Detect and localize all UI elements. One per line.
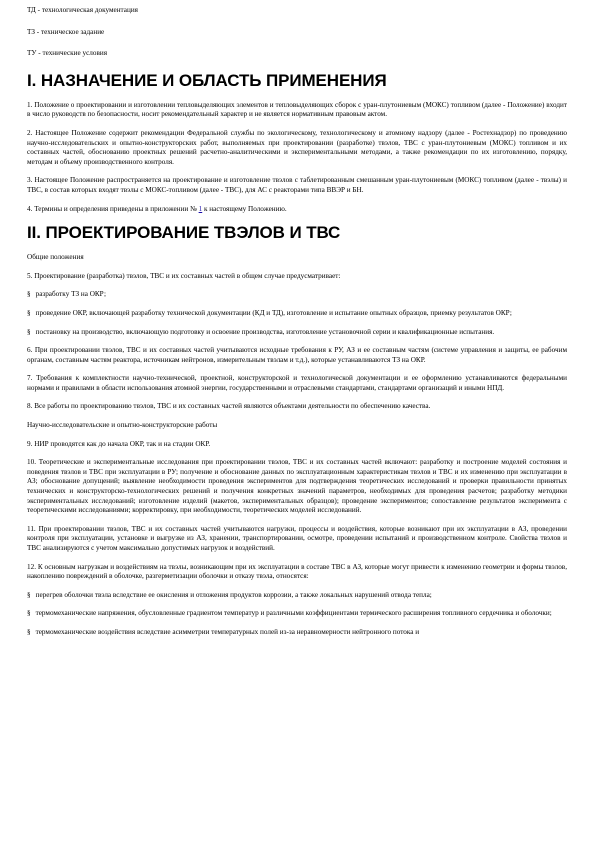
subheading-research: Научно-исследовательские и опытно-конструкторские работы	[27, 421, 218, 430]
document-page	[27, 6, 567, 647]
abbreviation-tu: ТУ - технические условия	[27, 49, 107, 58]
paragraph-4-text-start: 4. Термины и определения приведены в приложении №	[27, 204, 199, 213]
bullet-marker: §	[27, 308, 31, 317]
paragraph-10: 10. Теоретические и экспериментальные исследования при проектировании твэлов, ТВС и их составных частей включают: разработку и построение моделей состояния и поведения твэлов и ТВС при эксплуатации в РУ; получение и обоснование данных по эксплуатационным характеристикам твэлов и ТВС и их изменению при эксплуатации в АЗ; обоснование допущений; выявление необходимости проведения экспериментов для подтверждения теоретических исследований и проверки правильности принятых технических и конструкторско-технологических решений и получения конкретных значений параметров, необходимых для проведения расчетов; разработку методики экспериментальных исследований; изготовление изделий (макетов, экспериментальных образцов); проведение экспериментов; сопоставление результатов эксперимента с теоретическими исследованиями; корректировку, при необходимости, теоретических моделей исследований.	[27, 458, 567, 515]
bullet-text: разработку ТЗ на ОКР;	[35, 290, 106, 299]
paragraph-7: 7. Требования к комплектности научно-технической, проектной, конструкторской и технологической документации и ее оформлению устанавливаются федеральными нормами и правилами в области использования атомной энергии, государственными и отраслевыми стандартами, стандартами организаций и иными НПД.	[27, 374, 567, 392]
paragraph-6: 6. При проектировании твэлов, ТВС и их составных частей учитываются исходные требования к РУ, АЗ и ее составным частям (системе управления и защиты, ее рабочим органам, составным частям реактора, источникам нейтронов, измерительным твэлам и т.д.), которые устанавливаются ТЗ на ОКР.	[27, 346, 567, 364]
abbreviation-tz: ТЗ - техническое задание	[27, 27, 105, 36]
paragraph-8: 8. Все работы по проектированию твэлов, ТВС и их составных частей являются объектами деятельности по обеспечению качества.	[27, 402, 431, 411]
bullet-item	[27, 609, 567, 619]
bullet-marker: §	[27, 590, 31, 599]
bullet-marker: §	[27, 290, 31, 299]
bullet-marker: §	[27, 327, 31, 336]
bullet-item	[27, 328, 567, 338]
subheading-general: Общие положения	[27, 253, 84, 262]
section-1-title: I. НАЗНАЧЕНИЕ И ОБЛАСТЬ ПРИМЕНЕНИЯ	[27, 70, 387, 90]
paragraph-4-text-end: к настоящему Положению.	[202, 204, 287, 213]
paragraph-1: 1. Положение о проектировании и изготовлении тепловыделяющих элементов и тепловыделяющих сборок с уран-плутониевым (МОКС) топливом (далее - Положение) входит в число руководств по безопасности, носит рекомендательный характер и не является нормативным правовым актом.	[27, 100, 567, 119]
paragraph-12: 12. К основным нагрузкам и воздействиям на твэлы, возникающим при их эксплуатации в составе ТВС в АЗ, которые могут привести к изменению геометрии и формы твэлов, накоплению повреждений в оболочке, разгерметизации оболочки и отказу твэла, относятся:	[27, 562, 567, 581]
paragraph-2: 2. Настоящее Положение содержит рекомендации Федеральной службы по экологическому, технологическому и атомному надзору (далее - Ростехнадзор) по проведению научно-исследовательских и опытно-конструкторских работ, выполняемых при проектировании (разработке) твэлов, ТВС с уран-плутониевым (МОКС) топливом и их составных частей, обоснованию проектных решений расчетно-аналитическими и экспериментальными методами, а также рекомендации по их изготовлению, порядку, методам и объему производственного контроля.	[27, 128, 567, 166]
bullet-item	[27, 591, 567, 601]
section-2-title: II. ПРОЕКТИРОВАНИЕ ТВЭЛОВ И ТВС	[27, 223, 341, 243]
paragraph-11: 11. При проектировании твэлов, ТВС и их составных частей учитываются нагрузки, процессы и воздействия, которые возникают при их эксплуатации в АЗ, проведении контроля при эксплуатации, установке и выгрузке из АЗ, хранении, транспортировании, осмотре, проведении испытаний и производственном контроле. Свойства твэлов и ТВС анализируются с учетом максимально допустимых нагрузок и воздействий.	[27, 524, 567, 552]
paragraph-4	[27, 205, 567, 215]
bullet-text: перегрев оболочки твэла вследствие ее окисления и отложения продуктов коррозии, а также локальных нарушений отвода тепла;	[35, 590, 432, 599]
paragraph-3: 3. Настоящее Положение распространяется на проектирование и изготовление твэлов с таблетированным смешанным уран-плутониевым (МОКС) топливом (далее - твэлы) и ТВС, в состав которых входят твэлы с МОКС-топливом (далее - ТВС), для АС с реакторами типа ВВЭР и БН.	[27, 176, 567, 194]
bullet-marker: §	[27, 627, 31, 636]
abbreviation-td: ТД - технологическая документация	[27, 6, 138, 14]
paragraph-9: 9. НИР проводятся как до начала ОКР, так и на стадии ОКР.	[27, 439, 211, 448]
bullet-marker: §	[27, 609, 31, 618]
bullet-item	[27, 290, 567, 300]
bullet-item	[27, 628, 567, 638]
bullet-text: термомеханические воздействия вследствие асимметрии температурных полей из-за неравномерности нейтронного потока и	[35, 627, 420, 636]
bullet-item	[27, 309, 567, 319]
paragraph-5: 5. Проектирование (разработка) твэлов, ТВС и их составных частей в общем случае предусматривает:	[27, 271, 341, 280]
bullet-text: постановку на производство, включающую подготовку и освоение производства, изготовление установочной серии и квалификационные испытания.	[35, 327, 495, 336]
bullet-text: термомеханические напряжения, обусловленные градиентом температур и различными коэффициентами термического расширения топливного сердечника и оболочки;	[35, 609, 552, 618]
appendix-1-link[interactable]: 1	[198, 204, 203, 213]
bullet-text: проведение ОКР, включающей разработку технической документации (КД и ТД), изготовление и испытание опытных образцов, приемку результатов ОКР;	[35, 308, 512, 317]
